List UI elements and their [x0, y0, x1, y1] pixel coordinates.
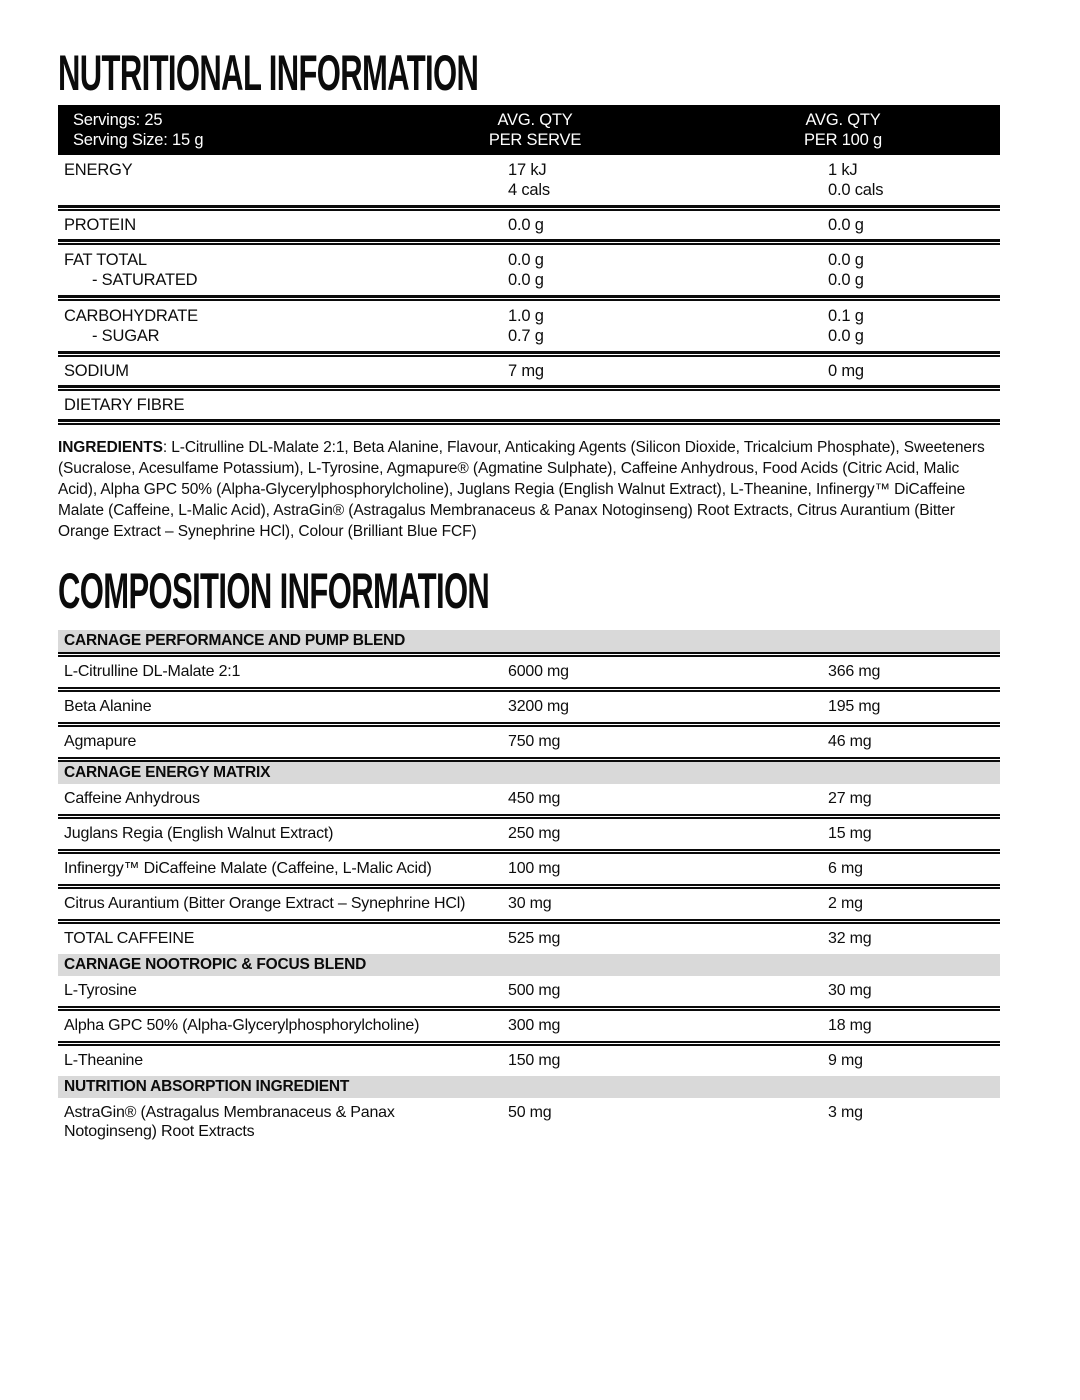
nutrient-label: CARBOHYDRATE: [64, 307, 198, 325]
nutrition-row-line: [58, 306, 1000, 326]
ingredient-label: Alpha GPC 50% (Alpha-Glycerylphosphorylcholine): [64, 1017, 420, 1034]
nutrition-row: [58, 301, 1000, 351]
value-per-100g: 0.0 g: [828, 251, 864, 269]
nutrition-row-line: [58, 361, 1000, 381]
ingredient-label: Beta Alanine: [64, 698, 152, 715]
value-per-serve: 50 mg: [508, 1104, 552, 1121]
composition-row: [58, 976, 1000, 1006]
value-per-serve: 7 mg: [508, 362, 544, 380]
nutrition-row: [58, 155, 1000, 205]
ingredient-label: TOTAL CAFFEINE: [64, 930, 195, 947]
value-per-100g: 0.0 g: [828, 216, 864, 234]
ingredient-label: Juglans Regia (English Walnut Extract): [64, 825, 334, 842]
nutrition-row: [58, 391, 1000, 419]
ingredient-label: L-Tyrosine: [64, 982, 137, 999]
composition-table-body: [58, 630, 1000, 1147]
column-header-per-serve: [435, 111, 635, 150]
value-per-serve: 525 mg: [508, 930, 561, 947]
value-per-100g: 18 mg: [828, 1017, 872, 1034]
value-per-serve: 4 cals: [508, 181, 550, 199]
value-per-100g: 30 mg: [828, 982, 872, 999]
composition-row: [58, 1098, 1000, 1147]
value-per-serve: 300 mg: [508, 1017, 561, 1034]
value-per-100g: 0.0 g: [828, 327, 864, 345]
nutrition-row-line: [58, 395, 1000, 415]
table-rule: [58, 419, 1000, 425]
composition-section-header: CARNAGE ENERGY MATRIX: [58, 762, 1000, 784]
serving-size: Serving Size: 15 g: [73, 130, 204, 149]
value-per-serve: 0.7 g: [508, 327, 544, 345]
ingredient-label: L-Theanine: [64, 1052, 143, 1069]
ingredient-label: L-Citrulline DL-Malate 2:1: [64, 663, 241, 680]
value-per-100g: 366 mg: [828, 663, 881, 680]
composition-title: COMPOSITION INFORMATION: [58, 563, 490, 619]
value-per-serve: 0.0 g: [508, 271, 544, 289]
composition-row: [58, 889, 1000, 919]
value-per-100g: 0.1 g: [828, 307, 864, 325]
nutrition-table-body: [58, 155, 1000, 425]
value-per-100g: 46 mg: [828, 733, 872, 750]
nutrition-title: NUTRITIONAL INFORMATION: [58, 45, 479, 101]
value-per-serve: 100 mg: [508, 860, 561, 877]
nutrition-table-header: [58, 105, 1000, 155]
value-per-100g: 32 mg: [828, 930, 872, 947]
nutrient-label: ENERGY: [64, 161, 133, 179]
nutrient-label: FAT TOTAL: [64, 251, 147, 269]
nutrition-row-line: [58, 270, 1000, 290]
composition-row: [58, 819, 1000, 849]
composition-row: [58, 854, 1000, 884]
value-per-serve: 0.0 g: [508, 251, 544, 269]
composition-row: [58, 727, 1000, 757]
nutrition-row: [58, 245, 1000, 295]
ingredient-label: Infinergy™ DiCaffeine Malate (Caffeine, L-Malic Acid): [64, 860, 432, 877]
servings-count: Servings: 25: [73, 111, 163, 129]
value-per-serve: 450 mg: [508, 790, 561, 807]
value-per-serve: 0.0 g: [508, 216, 544, 234]
nutrient-label: DIETARY FIBRE: [64, 396, 185, 414]
composition-row: [58, 924, 1000, 954]
nutrition-row-line: [58, 215, 1000, 235]
ingredient-label: Caffeine Anhydrous: [64, 790, 200, 807]
ingredients-text: : L-Citrulline DL-Malate 2:1, Beta Alanine, Flavour, Anticaking Agents (Silicon Dioxide, Tricalcium Phosphate), Sweeteners (Sucralose, Acesulfame Potassium), L-Tyrosine, Agmapure® (Agmatine Sulphate), Caffeine Anhydrous, Food Acids (Citric Acid, Malic Acid), Alpha GPC 50% (Alpha-Glycerylphosphorylcholine), Juglans Regia (English Walnut Extract), L-Theanine, Infinergy™ DiCaffeine Malate (Caffeine, L-Malic Acid), AstraGin® (Astragalus Membranaceus & Panax Notoginseng) Root Extracts, Citrus Aurantium (Bitter Orange Extract – Synephrine HCl), Colour (Brilliant Blue FCF): [58, 439, 985, 540]
value-per-100g: 9 mg: [828, 1052, 863, 1069]
nutrition-row-line: [58, 250, 1000, 270]
composition-section-header: NUTRITION ABSORPTION INGREDIENT: [58, 1076, 1000, 1098]
label-sheet: [58, 45, 1000, 1147]
value-per-100g: 27 mg: [828, 790, 872, 807]
ingredient-label: AstraGin® (Astragalus Membranaceus & Panax Notoginseng) Root Extracts: [64, 1104, 395, 1140]
column-header-per-100g: [743, 111, 943, 150]
value-per-serve: 3200 mg: [508, 698, 569, 715]
per-serve-line1: AVG. QTY: [497, 111, 573, 129]
value-per-serve: 750 mg: [508, 733, 561, 750]
serving-info: [73, 111, 203, 150]
value-per-100g: 0.0 cals: [828, 181, 884, 199]
ingredients-lead: INGREDIENTS: [58, 439, 163, 456]
value-per-serve: 500 mg: [508, 982, 561, 999]
composition-row: [58, 692, 1000, 722]
ingredient-label: Agmapure: [64, 733, 137, 750]
nutrition-row-line: [58, 326, 1000, 346]
composition-row: [58, 657, 1000, 687]
nutrition-row-line: [58, 160, 1000, 180]
nutrient-label: SODIUM: [64, 362, 129, 380]
per-100g-line2: PER 100 g: [803, 130, 882, 149]
value-per-100g: 15 mg: [828, 825, 872, 842]
value-per-100g: 2 mg: [828, 895, 863, 912]
value-per-100g: 6 mg: [828, 860, 863, 877]
ingredient-label: Citrus Aurantium (Bitter Orange Extract – Synephrine HCl): [64, 895, 466, 912]
nutrient-label: PROTEIN: [64, 216, 136, 234]
value-per-100g: 195 mg: [828, 698, 881, 715]
value-per-serve: 1.0 g: [508, 307, 544, 325]
nutrient-label: - SATURATED: [92, 271, 198, 289]
value-per-serve: 17 kJ: [508, 161, 547, 179]
nutrient-label: - SUGAR: [92, 327, 160, 345]
composition-row: [58, 1011, 1000, 1041]
value-per-100g: 0.0 g: [828, 271, 864, 289]
value-per-100g: 0 mg: [828, 362, 864, 380]
composition-section-header: CARNAGE PERFORMANCE AND PUMP BLEND: [58, 630, 1000, 652]
nutrition-row-line: [58, 180, 1000, 200]
nutrition-row: [58, 211, 1000, 239]
composition-row: [58, 1046, 1000, 1076]
value-per-serve: 250 mg: [508, 825, 561, 842]
composition-row: [58, 784, 1000, 814]
ingredients-paragraph: [58, 437, 1000, 542]
per-serve-line2: PER SERVE: [488, 130, 582, 149]
value-per-serve: 30 mg: [508, 895, 552, 912]
nutrition-row: [58, 357, 1000, 385]
value-per-serve: 6000 mg: [508, 663, 569, 680]
value-per-serve: 150 mg: [508, 1052, 561, 1069]
value-per-100g: 1 kJ: [828, 161, 858, 179]
composition-section-header: CARNAGE NOOTROPIC & FOCUS BLEND: [58, 954, 1000, 976]
per-100g-line1: AVG. QTY: [805, 111, 881, 129]
value-per-100g: 3 mg: [828, 1104, 863, 1121]
